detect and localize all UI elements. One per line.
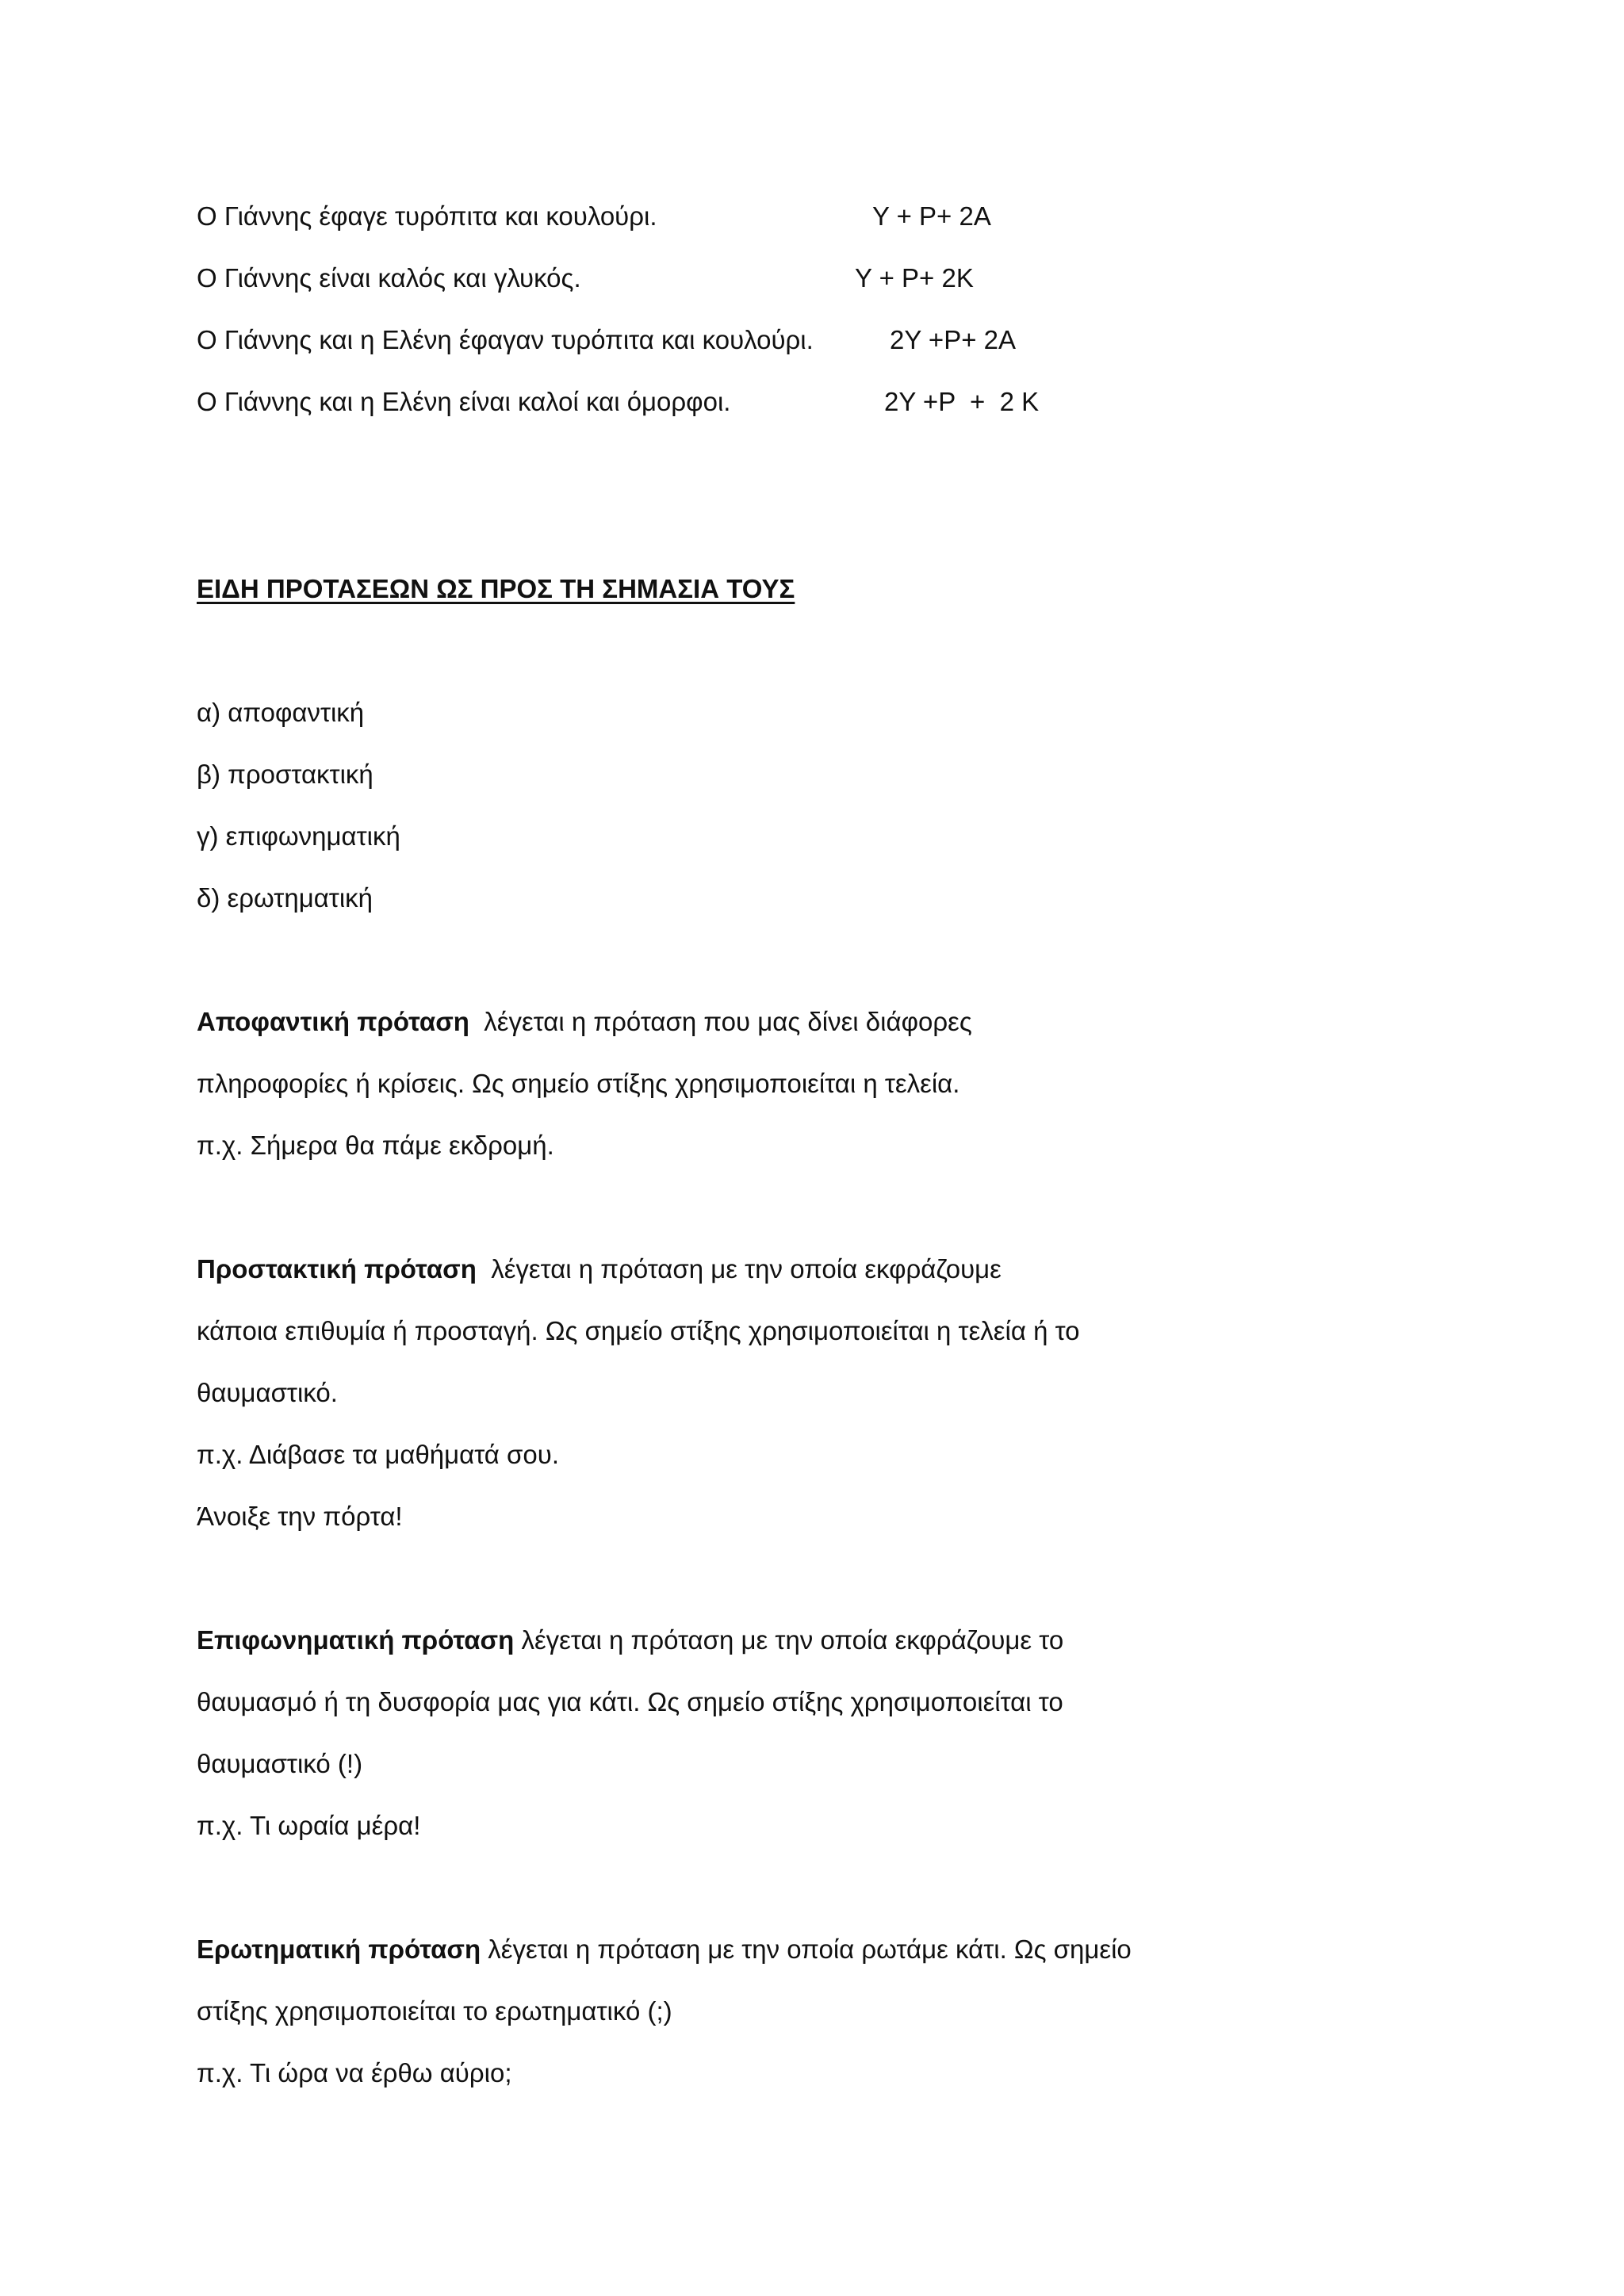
example-line: π.χ. Σήμερα θα πάμε εκδρομή. xyxy=(197,1131,554,1160)
list-item: α) αποφαντική xyxy=(197,698,365,727)
example-sentence: Ο Γιάννης είναι καλός και γλυκός. xyxy=(197,263,581,293)
definition-first-line xyxy=(197,1934,1132,1965)
definition-line: στίξης χρησιμοποιείται το ερωτηματικό (;) xyxy=(197,1996,672,2026)
example-sentence: Ο Γιάννης έφαγε τυρόπιτα και κουλούρι. xyxy=(197,201,657,231)
section-heading: ΕΙΔΗ ΠΡΟΤΑΣΕΩΝ ΩΣ ΠΡΟΣ ΤΗ ΣΗΜΑΣΙΑ ΤΟΥΣ xyxy=(197,574,795,603)
definition-term: Ερωτηματική πρόταση xyxy=(197,1934,481,1964)
example-formula: 2Υ +Ρ+ 2Α xyxy=(890,325,1017,354)
definition-line: θαυμαστικό. xyxy=(197,1378,338,1407)
definition-line: θαυμασμό ή τη δυσφορία μας για κάτι. Ως σημείο στίξης χρησιμοποιείται το xyxy=(197,1687,1063,1716)
example-line: Άνοιξε την πόρτα! xyxy=(197,1502,403,1531)
example-formula: 2Υ +Ρ + 2 Κ xyxy=(884,387,1040,416)
definition-text: λέγεται η πρόταση με την οποία ρωτάμε κάτι. Ως σημείο xyxy=(481,1934,1132,1964)
example-formula: Υ + Ρ+ 2Κ xyxy=(855,263,974,293)
list-item: β) προστακτική xyxy=(197,760,373,789)
definition-term: Αποφαντική πρόταση xyxy=(197,1007,469,1036)
example-formula: Υ + Ρ+ 2Α xyxy=(872,201,991,231)
definition-line: θαυμαστικό (!) xyxy=(197,1749,363,1778)
list-item: δ) ερωτηματική xyxy=(197,883,373,913)
definition-first-line xyxy=(197,1624,1063,1656)
definition-text: λέγεται η πρόταση με την οποία εκφράζουμε xyxy=(476,1254,1002,1284)
definition-first-line xyxy=(197,1253,1002,1285)
example-sentence: Ο Γιάννης και η Ελένη είναι καλοί και όμορφοι. xyxy=(197,387,731,416)
definition-text: λέγεται η πρόταση με την οποία εκφράζουμε το xyxy=(514,1625,1064,1655)
list-item: γ) επιφωνηματική xyxy=(197,821,400,851)
definition-text: λέγεται η πρόταση που μας δίνει διάφορες xyxy=(469,1007,972,1036)
definition-line: πληροφορίες ή κρίσεις. Ως σημείο στίξης χρησιμοποιείται η τελεία. xyxy=(197,1069,960,1098)
definition-term: Επιφωνηματική πρόταση xyxy=(197,1625,515,1655)
example-line: π.χ. Διάβασε τα μαθήματά σου. xyxy=(197,1440,559,1469)
example-line: π.χ. Τι ωραία μέρα! xyxy=(197,1811,421,1840)
definition-first-line xyxy=(197,1006,972,1038)
example-sentence: Ο Γιάννης και η Ελένη έφαγαν τυρόπιτα και κουλούρι. xyxy=(197,325,814,354)
definition-term: Προστακτική πρόταση xyxy=(197,1254,477,1284)
definition-line: κάποια επιθυμία ή προσταγή. Ως σημείο στίξης χρησιμοποιείται η τελεία ή το xyxy=(197,1316,1080,1345)
example-line: π.χ. Τι ώρα να έρθω αύριο; xyxy=(197,2058,512,2087)
